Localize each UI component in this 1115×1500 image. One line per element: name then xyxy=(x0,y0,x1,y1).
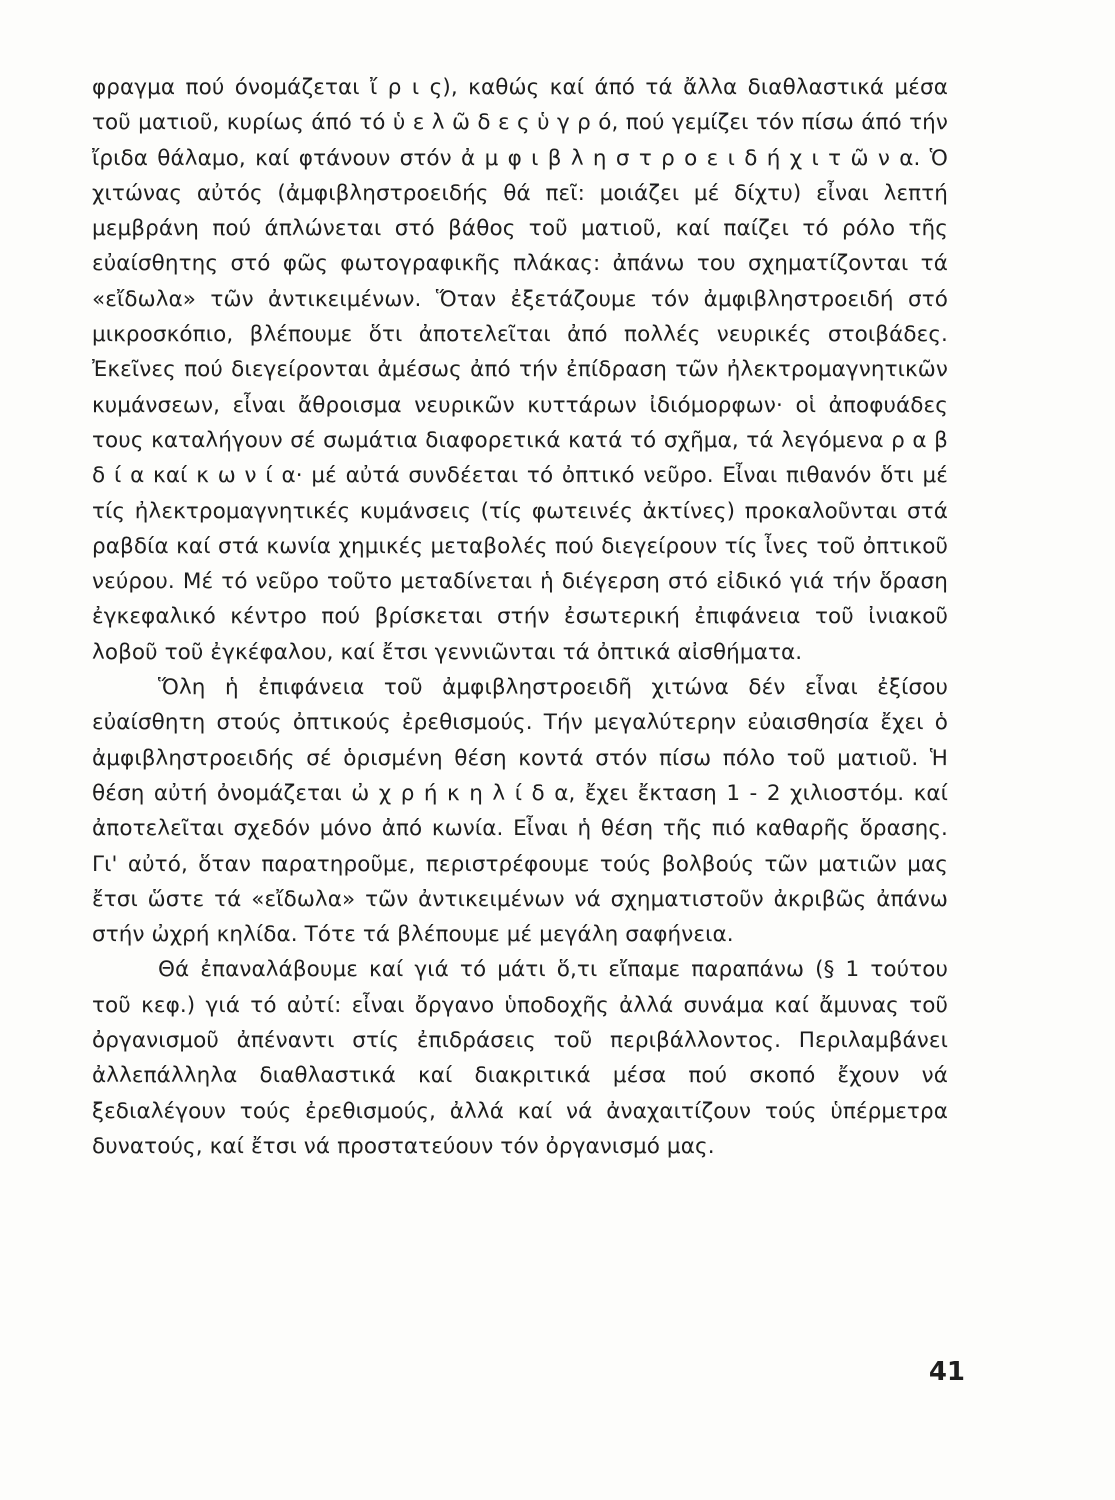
paragraph-eye-retina: φραγμα πού όνομάζεται ἴ ρ ι ς), καθώς καί άπό τά ἄλλα διαθλαστικά μέσα τοῦ ματιοῦ, κυρίως άπό τό ὑ ε λ ῶ δ ε ς ὑ γ ρ ό, πού γεμίζει τόν πίσω άπό τήν ἴριδα θάλαμο, καί φτάνουν στόν ἀ μ φ ι β λ η σ τ ρ ο ε ι δ ή χ ι τ ῶ ν α. Ὁ χιτώνας αὐτός (ἀμφιβληστροειδής θά πεῖ: μοιάζει μέ δίχτυ) εἶναι λεπτή μεμβράνη πού άπλώνεται στό βάθος τοῦ ματιοῦ, καί παίζει τό ρόλο τῆς εὐαίσθητης στό φῶς φωτογραφικῆς πλάκας: ἀπάνω του σχηματίζονται τά «εἴδωλα» τῶν ἀντικειμένων. Ὅταν ἐξετάζουμε τόν ἀμφιβληστροειδή στό μικροσκόπιο, βλέπουμε ὅτι ἀποτελεῖται ἀπό πολλές νευρικές στοιβάδες. Ἐκεῖνες πού διεγείρονται ἀμέσως ἀπό τήν ἐπίδραση τῶν ἠλεκτρομαγνητικῶν κυμάνσεων, εἶναι ἄθροισμα νευρικῶν κυττάρων ἰδιόμορφων· οἱ ἀποφυάδες τους καταλήγουν σέ σωμάτια διαφορετικά κατά τό σχῆμα, τά λεγόμενα ρ α β δ ί α καί κ ω ν ί α· μέ αὐτά συνδέεται τό ὀπτικό νεῦρο. Εἶναι πιθανόν ὅτι μέ τίς ἠλεκτρομαγνητικές κυμάνσεις (τίς φωτεινές ἀκτίνες) προκαλοῦνται στά ραβδία καί στά κωνία χημικές μεταβολές πού διεγείρουν τίς ἶνες τοῦ ὀπτικοῦ νεύρου. Μέ τό νεῦρο τοῦτο μεταδίνεται ἡ διέγερση στό εἰδικό γιά τήν ὅραση ἐγκεφαλικό κέντρο πού βρίσκεται στήν ἐσωτερική ἐπιφάνεια τοῦ ἰνιακοῦ λοβοῦ τοῦ ἐγκέφαλου, καί ἔτσι γεννιῶνται τά ὀπτικά αἰσθήματα. xyxy=(92,75,948,665)
paragraph-eye-defense: Θά ἐπαναλάβουμε καί γιά τό μάτι ὅ,τι εἴπαμε παραπάνω (§ 1 τούτου τοῦ κεφ.) γιά τό αὐτί: εἶναι ὄργανο ὑποδοχῆς ἀλλά συνάμα καί ἄμυνας τοῦ ὀργανισμοῦ ἀπέναντι στίς ἐπιδράσεις τοῦ περιβάλλοντος. Περιλαμβάνει ἀλλεπάλληλα διαθλαστικά καί διακριτικά μέσα πού σκοπό ἔχουν νά ξεδιαλέγουν τούς ἐρεθισμούς, ἀλλά καί νά ἀναχαιτίζουν τούς ὑπέρμετρα δυνατούς, καί ἔτσι νά προστατεύουν τόν ὀργανισμό μας. xyxy=(92,957,948,1159)
paragraph-macula: Ὅλη ἡ ἐπιφάνεια τοῦ ἀμφιβληστροειδῆ χιτώνα δέν εἶναι ἐξίσου εὐαίσθητη στούς ὀπτικούς ἐρεθισμούς. Τήν μεγαλύτερην εὐαισθησία ἔχει ὁ ἀμφιβληστροειδής σέ ὁρισμένη θέση κοντά στόν πίσω πόλο τοῦ ματιοῦ. Ἡ θέση αὐτή ὀνομάζεται ὠ χ ρ ή κ η λ ί δ α, ἔχει ἔκταση 1 - 2 χιλιοστόμ. καί ἀποτελεῖται σχεδόν μόνο ἀπό κωνία. Εἶναι ἡ θέση τῆς πιό καθαρῆς ὅρασης. Γι' αὐτό, ὅταν παρατηροῦμε, περιστρέφουμε τούς βολβούς τῶν ματιῶν μας ἔτσι ὥστε τά «εἴδωλα» τῶν ἀντικειμένων νά σχηματιστοῦν ἀκριβῶς ἀπάνω στήν ὠχρή κηλίδα. Τότε τά βλέπουμε μέ μεγάλη σαφήνεια. xyxy=(92,675,948,948)
body-text xyxy=(92,70,948,1164)
page-number: 41 xyxy=(928,1357,965,1387)
